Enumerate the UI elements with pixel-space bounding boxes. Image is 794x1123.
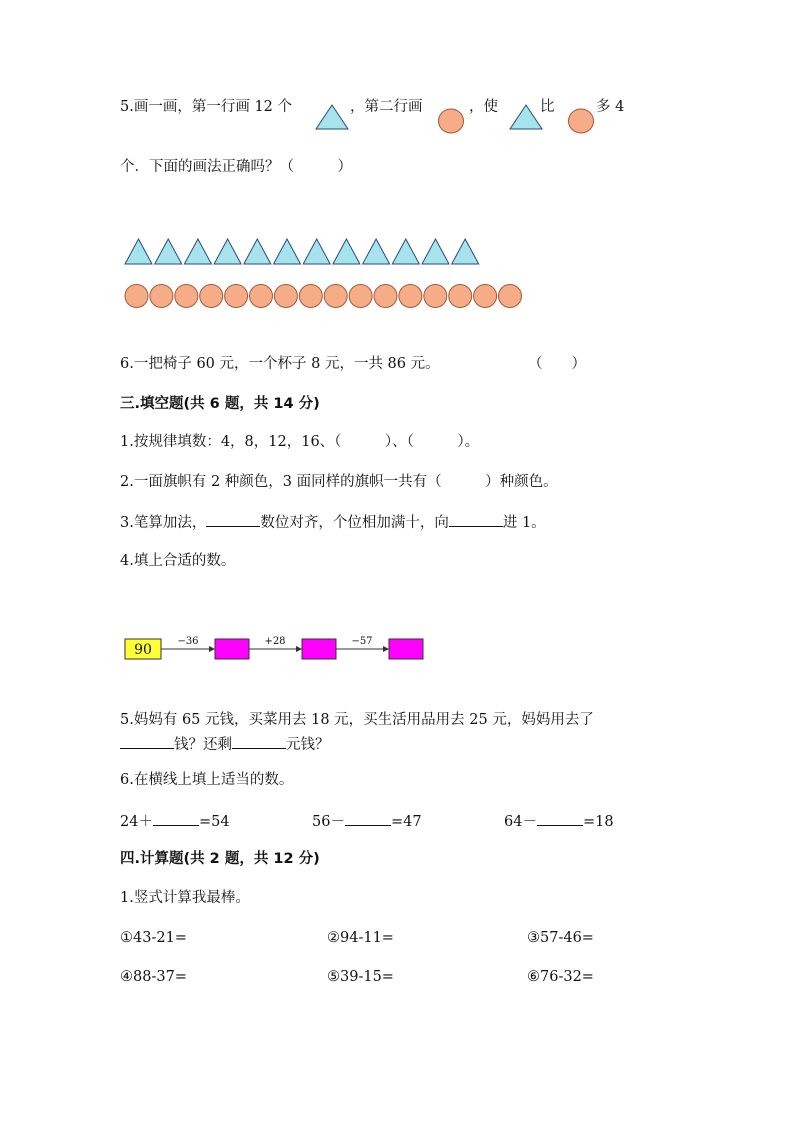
circle-icon (399, 285, 422, 308)
circle-icon (449, 285, 472, 308)
triangle-icon (452, 239, 479, 264)
equation-2-right: =47 (390, 814, 422, 830)
flow-op-2: +28 (264, 636, 286, 647)
answer-blank[interactable] (232, 733, 286, 749)
section3-title: 三.填空题(共 6 题，共 14 分) (120, 396, 320, 412)
q5-text-part3: ，使 (469, 99, 498, 115)
flow-op-1: −36 (177, 636, 199, 647)
s3-q3-part1: 3.笔算加法， (120, 515, 207, 531)
answer-blank[interactable] (153, 810, 199, 826)
q5-text-part5: 多 4 (596, 99, 625, 115)
equation-3 (504, 810, 614, 832)
q5-text-line2: 个．下面的画法正确吗？（ ） (120, 159, 352, 175)
flow-answer-box-2[interactable] (302, 639, 336, 659)
circle-row (124, 283, 528, 309)
equation-1 (120, 810, 230, 832)
circle-icon (424, 285, 447, 308)
equation-1-left: 24＋ (120, 814, 153, 830)
s3-q4: 4.填上合适的数。 (120, 553, 236, 569)
circle-icon (324, 285, 347, 308)
calc-item: ⑤39-15= (327, 969, 394, 985)
circle-icon (150, 285, 173, 308)
equation-3-left: 64－ (504, 814, 537, 830)
circle-icon (299, 285, 322, 308)
s3-q3 (120, 511, 546, 533)
s3-q5-line2 (120, 733, 330, 755)
circle-icon (349, 285, 372, 308)
s3-q5-line1: 5.妈妈有 65 元钱，买菜用去 18 元，买生活用品用去 25 元，妈妈用去了 (120, 712, 594, 728)
s3-q5-part2: 钱？还剩 (174, 737, 232, 753)
calc-item: ①43-21= (120, 930, 187, 946)
triangle-icon (274, 239, 301, 264)
answer-blank[interactable] (120, 733, 174, 749)
circle-icon (374, 285, 397, 308)
arrow-head-icon (383, 646, 389, 652)
section4-title: 四.计算题(共 2 题，共 12 分) (120, 851, 320, 867)
triangle-icon (184, 239, 211, 264)
circle-icon (499, 285, 522, 308)
circle-icon (200, 285, 223, 308)
equation-1-right: =54 (198, 814, 230, 830)
flow-start-value: 90 (134, 642, 152, 658)
arrow-head-icon (209, 646, 215, 652)
q5-text-part1: 5.画一画，第一行画 12 个 (120, 99, 293, 115)
answer-blank[interactable] (345, 810, 391, 826)
answer-blank[interactable] (537, 810, 583, 826)
triangle-icon (333, 239, 360, 264)
s3-q5-part3: 元钱？ (286, 737, 330, 753)
triangle-icon (315, 104, 349, 130)
q5-text-part2: ，第二行画 (350, 99, 423, 115)
circle-icon (175, 285, 198, 308)
equation-2 (312, 810, 422, 832)
s4-q1: 1.竖式计算我最棒。 (120, 890, 250, 906)
flow-op-3: −57 (351, 636, 373, 647)
q5-text-part4: 比 (540, 99, 555, 115)
calc-item: ③57-46= (527, 930, 594, 946)
triangle-icon (363, 239, 390, 264)
calc-item: ②94-11= (327, 930, 394, 946)
equation-3-right: =18 (582, 814, 614, 830)
flow-answer-box-3[interactable] (389, 639, 423, 659)
arrow-head-icon (296, 646, 302, 652)
s3-q1: 1.按规律填数：4，8，12，16、（ ）、（ ）。 (120, 434, 480, 450)
triangle-icon (125, 239, 152, 264)
s3-q6: 6.在横线上填上适当的数。 (120, 772, 294, 788)
triangle-icon (509, 104, 543, 130)
circle-icon (437, 108, 465, 134)
calc-item: ⑥76-32= (527, 969, 594, 985)
answer-blank[interactable] (449, 511, 503, 527)
s3-q3-part3: 进 1。 (502, 515, 546, 531)
circle-icon (567, 108, 595, 134)
calc-item: ④88-37= (120, 969, 187, 985)
s3-q2: 2.一面旗帜有 2 种颜色，3 面同样的旗帜一共有（ ）种颜色。 (120, 474, 558, 490)
triangle-row (124, 238, 484, 266)
flow-answer-box-1[interactable] (215, 639, 249, 659)
triangle-icon (422, 239, 449, 264)
circle-icon (225, 285, 248, 308)
circle-icon (250, 285, 273, 308)
q6-answer-paren: （ ） (528, 356, 586, 372)
triangle-icon (392, 239, 419, 264)
equation-2-left: 56－ (312, 814, 345, 830)
circle-icon (125, 285, 148, 308)
number-flow-diagram (120, 630, 430, 664)
q6-text: 6.一把椅子 60 元，一个杯子 8 元，一共 86 元。 (120, 356, 440, 372)
s3-q3-part2: 数位对齐，个位相加满十，向 (260, 515, 449, 531)
triangle-icon (155, 239, 182, 264)
triangle-icon (214, 239, 241, 264)
triangle-icon (244, 239, 271, 264)
circle-icon (474, 285, 497, 308)
triangle-icon (303, 239, 330, 264)
answer-blank[interactable] (206, 511, 260, 527)
circle-icon (274, 285, 297, 308)
